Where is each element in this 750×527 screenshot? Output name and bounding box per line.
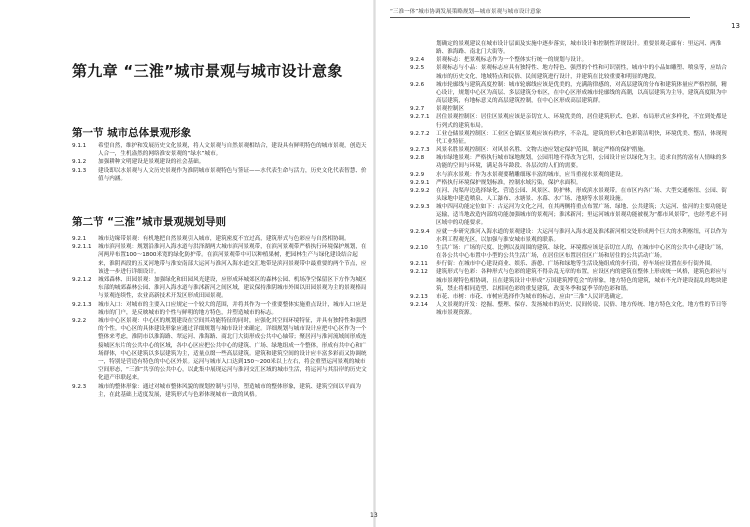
paragraph	[410, 301, 730, 317]
paragraph-text: 工业仓储景观控制区：工业区仓储区景观应该有秩序，不杂乱，建筑的形式和色彩简洁明快，环境优美、整洁，体现现代工业特征。	[436, 130, 727, 145]
paragraph-number: 9.2.7.2	[410, 130, 430, 137]
chapter-title: 第九章 “三淮”城市景观与城市设计意象	[72, 62, 343, 80]
paragraph	[72, 142, 368, 158]
paragraph-text: 人文景观的开发：挖掘、整理、保存、发扬城市的历史、民间传说、民俗、地方传统、地方特色文化，地方性的节日等城市景观资源。	[436, 302, 727, 317]
paragraph-text: 城市的整体形象：通过对城市整体风貌的规划控制与引导，塑造城市的整体形象，建筑、建筑空间以平面为主，在此基础上适度发展，建筑形式与色彩体现城市一致的风格。	[98, 383, 361, 398]
paragraph-number: 9.1.3	[72, 167, 87, 174]
paragraph	[410, 113, 730, 129]
paragraph-text: 建筑形式与色彩：各种形式与色彩的建筑不得杂乱无章的布置，应设区内的建筑在整体上形成统一风格，建筑色彩应与城市景观特色相协调，且在建筑设计中形成“万国建筑博览会”的形象，地方特色的建筑，城市不允许建设混乱的地块建筑，禁止将相同造型、以相同色彩的重复建筑，改变冬季和夏季节的色彩和谐。	[436, 269, 728, 292]
paragraph-number: 9.2.2	[72, 318, 87, 325]
section2-body	[72, 235, 368, 399]
paragraph	[410, 40, 730, 56]
section2-title: 第二节 “三淮”城市景观规划导则	[72, 216, 226, 228]
paragraph-number: 9.2.11	[410, 261, 428, 268]
paragraph-text: 生活广场：广场的尺度、比例以及周围的建筑、绿化、环境都应该是亲切宜人的，在城市中心区的公共中心建设广场，在各公共中心布置中小型的公共生活广场，在居住区布置居住区广场和居住的公共活动广场。	[436, 244, 727, 260]
paragraph-number: 9.2.14	[410, 302, 428, 308]
paragraph-text: 严格执行环境保护规划标准，控制水域污染，保护水面积。	[436, 179, 582, 186]
paragraph-text: 在河、沟渠岸边选择绿化、营造公园、风景区、防护林，形成滨水景观带。在市区内各广场、大型交通枢纽、公园、街头绿地中建造喷泉、人工瀑布、水塘景、水幕、水广场、池塘等水景观设施。	[436, 187, 727, 202]
paragraph-number: 9.2.1.1	[72, 244, 92, 251]
paragraph-number: 9.2.7.1	[410, 114, 430, 121]
paragraph-text: 城市入口：对城市的主要入口应规定一个较大的范围，并将其作为一个重要整体实施重点设计，城市入口应是城市的门户，是反映城市的个性与鲜明的地方特色，并塑造城市的标志。	[98, 301, 367, 316]
paragraph	[72, 158, 368, 166]
paragraph	[410, 56, 730, 64]
running-header: “三准一体”城市协调发展策略规划—城市景观与城市设计意象	[390, 7, 690, 18]
paragraph-text: 希望自然，维护和发展历史文化景观，将人文景观与自然景观相结合，建设具有鲜明特色的城市景观，创造天人合一，生机盎然的网络淮安景观的“绿水”城市。	[98, 143, 367, 158]
paragraph-text: 市花、市树：市花、市树应选择作为城市的标志，应由“三淮”人民评选确定。	[436, 293, 627, 300]
paragraph	[410, 179, 730, 187]
header-page-number: 13	[731, 22, 740, 30]
paragraph	[410, 268, 730, 292]
paragraph-text: 应就一步研究淮河入海水道的景观建设：大运河与淮河入海水道及淮沭新河相交处形成两个巨大的水利枢纽，可以作为水利工程观光区，以加强与淮安城市景观的联系。	[436, 228, 727, 243]
paragraph	[410, 146, 730, 154]
paragraph-text: 景观控制区	[436, 106, 464, 113]
paragraph-text: 景观标志：把景观标志作为一个整体实行统一的规划与设计。	[436, 57, 588, 64]
paragraph-text: 城市中心区景观：中心区的规划建设在空间其功能特征的同时，应强化其空间环境特征，并具有独特性和强烈的个性。中心区的具体建设形象应通过详细规划与城市设计来确定。详细规划与城市设计应把中心区作为一个整体来考虑，淮阴市以淮海路、翠运河、淮海路、商北门大街形成公共中心轴带；聚居河与淮河流域间形成连接城区东片的公共中心的区域，各中心区应把公共中心的建筑、广场、绿地组成一个整体，形成有共中心和广场群体，中心区建筑以多层建筑为主，适量点缀一些高层建筑。建筑和建筑空间的设计应丰富多彩而又协调统一，特别是营造有特色的中心区外景。运河与城市入口达到150～200米以上左右，将会重塑运河景观的城市空间形态，“三淮”共享的公共中心，以此集中展现运河与淮河交汇区域的城市生活，将运河与其沿岸的历史文化遗产串联起来。	[98, 318, 367, 382]
paragraph-text: 城市边缘带景观：有机地把自然景观引入城市，建筑密度不宜过高，建筑形式与色彩应与自然相协调。	[98, 236, 350, 242]
paragraph-text: 城郊森林、田园景观：加强绿化和田园风光建设，应形成环城郊区的森林公园、机场净空保留区下方作为城区东部的城郊森林公园、淮河入海水道与淮沭新河之间区域，建议保持淮阴城市外围以田园景观为主的景观格局与景观连续性，农业高新技术开发区形成田园景观。	[98, 277, 367, 300]
paragraph	[72, 301, 368, 317]
paragraph-number: 9.2.9.1	[410, 179, 430, 186]
paragraph-text: 步行街：在城市中心建设商业、娱乐、游憩、广场和绿地等生活设施组成的步行街，停车场应设置在步行街外围。	[436, 261, 716, 268]
paragraph-number: 9.2.12	[410, 269, 428, 276]
paragraph	[72, 383, 368, 399]
paragraph	[72, 276, 368, 301]
paragraph	[410, 228, 730, 244]
paragraph-number: 9.2.9.4	[410, 228, 430, 235]
paragraph	[72, 243, 368, 276]
paragraph-number: 9.2.5	[410, 65, 425, 72]
paragraph-text: 划确定的景观建议在城市设计层面及实施中逐步落实，城市设计和控制性详规设计。重要景观走廊有：里运河、两淮路、淮海路、南北门大街等。	[436, 41, 722, 56]
paragraph-text: 风景名胜景观控制区：对风景名胜、文物古迹应划定保护范围，制定严格的保护措施。	[436, 147, 649, 154]
paragraph-text: 城中四河功能定位如下：古运河为文化之河，在其两侧将重点布置广场、绿地、公共建筑；大运河、盐河的主要功能是运输，适当地改造内部的功能加强城市的景观河；淮沭新河；里运河城市景观功能被视为“都市风景带”，也经考虑不同区域中的功能要求。	[436, 204, 728, 227]
paragraph-number: 9.2.13	[410, 293, 428, 300]
section1-title: 第一节 城市总体景观形象	[72, 127, 192, 139]
paragraph-number: 9.2.9.2	[410, 187, 430, 194]
paragraph-number: 9.2.4	[410, 57, 425, 64]
paragraph	[410, 187, 730, 203]
paragraph	[410, 293, 730, 301]
paragraph-text: 城市绿地景观：严格执行城市绿地规划，公园用地不得改为它用，公园设计应以绿化为主，追求自然的富有人情味的多功能的空间与环境，满足各年龄段、各层次的人们的需要。	[436, 155, 727, 170]
paragraph-number: 9.2.6	[410, 81, 425, 88]
right-page-body	[410, 40, 730, 317]
section1-body	[72, 142, 368, 183]
paragraph	[410, 130, 730, 146]
paragraph	[410, 171, 730, 179]
paragraph-text: 景观标志与小品：景观标志应具有独特性、地方特色、强烈的个性和可识别性，城市中的小品如雕塑、喷泉等，应结合城市的历史文化、地域特点和民俗、民间建筑进行设计，并建筑在比较重要和明显的地段。	[436, 65, 727, 80]
paragraph-text: 水与滨水景观：作为水景观要精雕细琢丰富的城市，应当重视水景观的建设。	[436, 171, 627, 178]
paragraph-number: 9.2.1.2	[72, 277, 92, 284]
paragraph-number: 9.2.1.3	[72, 301, 92, 308]
paragraph-number: 9.2.9.3	[410, 204, 430, 211]
paragraph-number: 9.2.7	[410, 106, 425, 113]
paragraph-number: 9.2.10	[410, 244, 428, 251]
paragraph	[410, 244, 730, 260]
paragraph-number: 9.2.3	[72, 383, 87, 390]
paragraph-number: 9.2.8	[410, 155, 425, 162]
paragraph	[72, 167, 368, 183]
paragraph	[410, 64, 730, 80]
paragraph-text: 城市滨河景观：规划沿淮河入海水道与洪泽湖两大城市滨河景观带，在滨河景观带严格执行环境保护规划，在河两岸布置100～1800米宽的绿化防护带。在滨河景观带中可以种植果树，把园林生产与绿化建设结合起来，淮阴西段的五叉河地带与淮安南部大运河与淮河入海水道交汇地带是滨河景观带中最重要的两个节点，应该进一步进行详细设计。	[98, 244, 367, 275]
paragraph	[410, 154, 730, 170]
paragraph	[72, 317, 368, 383]
paragraph-number: 9.1.2	[72, 159, 87, 166]
paragraph-number: 9.2.7.3	[410, 147, 430, 154]
paragraph-number: 9.2.9	[410, 171, 425, 178]
paragraph	[410, 203, 730, 227]
page-number: 13	[370, 512, 378, 519]
paragraph	[72, 235, 368, 243]
paragraph-text: 建设即以水景观与人文历史景观作为淮阴城市景观特色与签证——水代表生命与活力，历史文化代表智慧、价值与内涵。	[98, 167, 367, 182]
paragraph	[410, 260, 730, 268]
paragraph	[410, 81, 730, 105]
paragraph-text: 居住景观控制区：居住区景观应该是亲切宜人、环境优美的，居住建筑形式、色彩、布局形式应多样化，不宜到处都是行列式的建筑布局。	[436, 114, 727, 129]
paragraph-text: 加强耕种文明建设是景观建设的社会基础。	[98, 159, 205, 166]
paragraph	[410, 105, 730, 113]
paragraph-number: 9.2.1	[72, 236, 87, 242]
paragraph-text: 城市轮廓线与建筑高度控制：城市轮廓线应该是优美的，充满韵律感的，对高层建筑的分布和建筑体量应严格控制，精心设计，规划中心区为高层、多层建筑分布区，在中心区形成城市轮廓线的高潮，以高层建筑为主导，建筑高度限为中高层建筑，有地标意义的高层建筑控制，在中心区形成高层建筑群。	[436, 81, 727, 105]
paragraph-number: 9.1.1	[72, 143, 87, 149]
